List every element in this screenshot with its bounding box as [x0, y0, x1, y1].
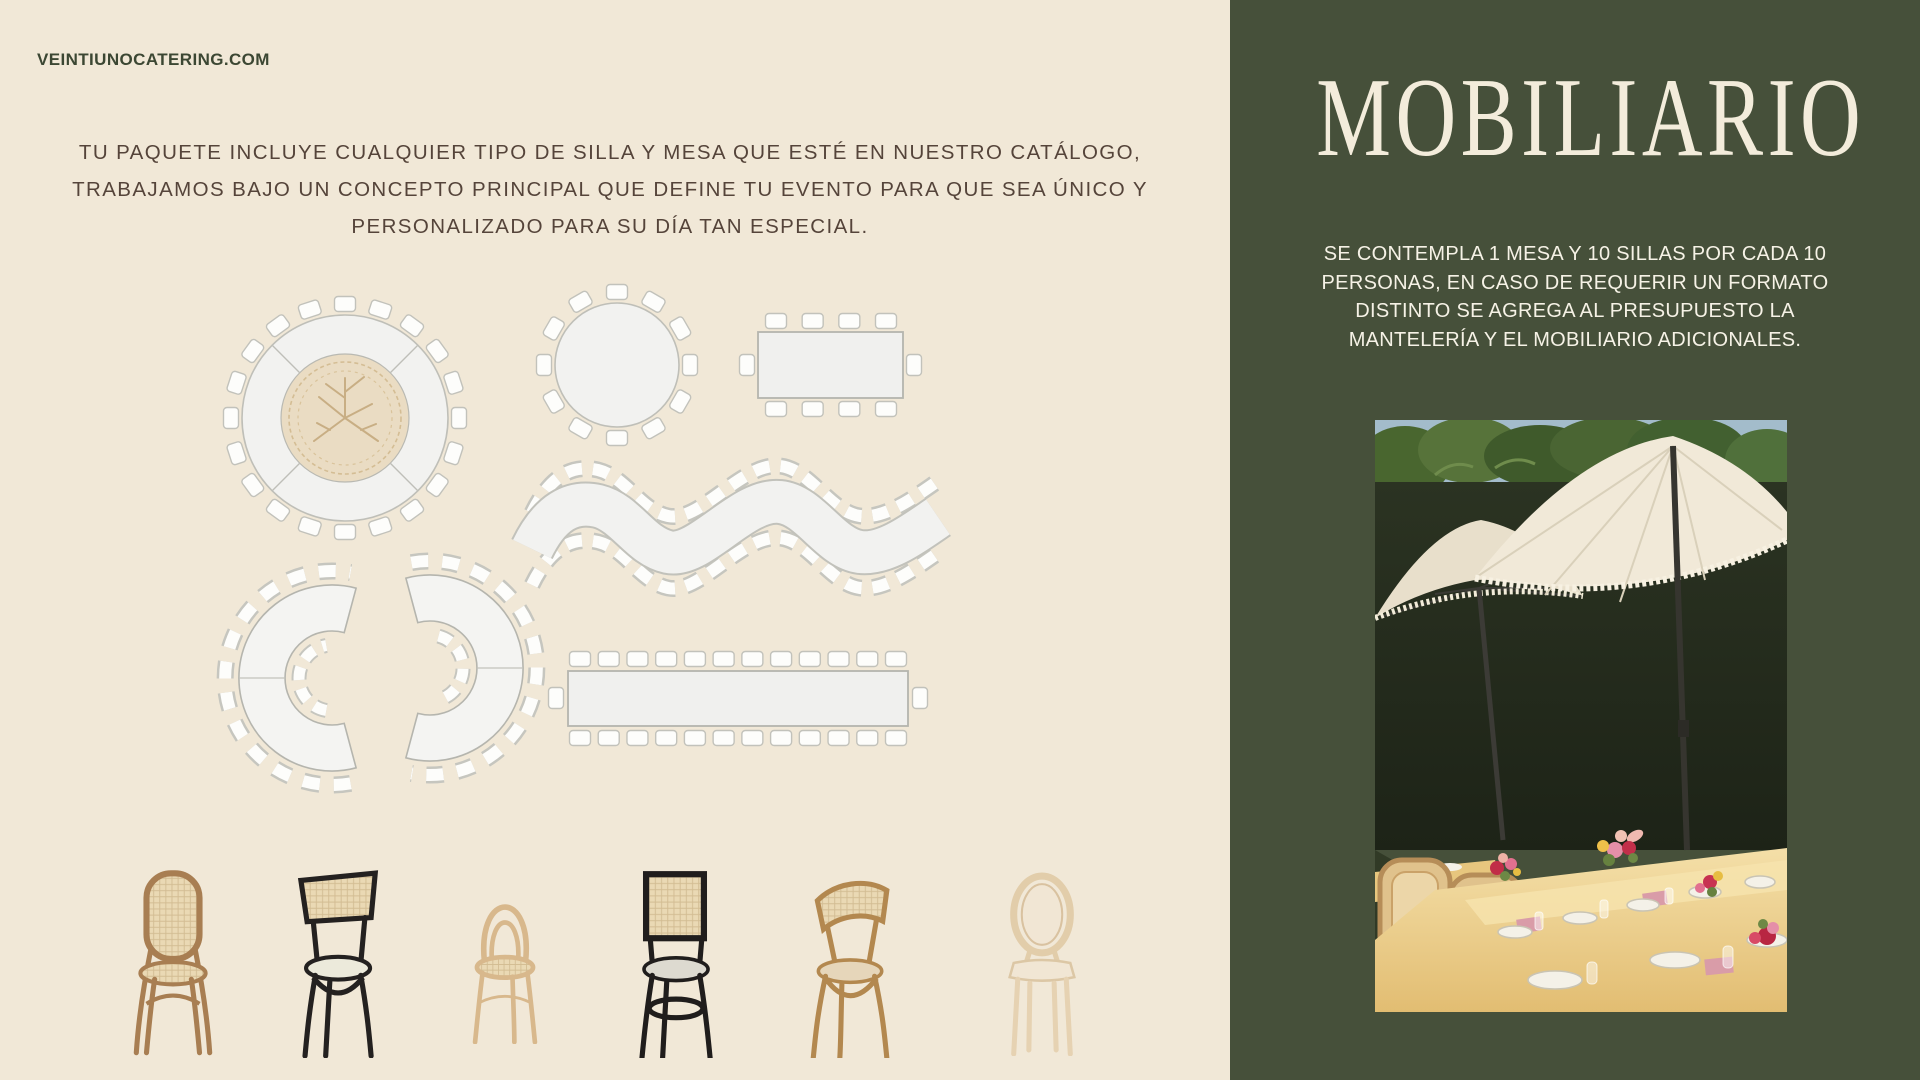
chair-image-natural-cane-bentwood [120, 868, 226, 1058]
intro-line-2: TRABAJAMOS BAJO UN CONCEPTO PRINCIPAL QUE DEFINE TU EVENTO PARA QUE SEA ÚNICO Y [72, 178, 1148, 201]
panel-line-4: MANTELERÍA Y EL MOBILIARIO ADICIONALES. [1348, 328, 1802, 351]
panel-line-1: SE CONTEMPLA 1 MESA Y 10 SILLAS POR CADA 10 [1323, 243, 1827, 265]
intro-line-1: TU PAQUETE INCLUYE CUALQUIER TIPO DE SILLA Y MESA QUE ESTÉ EN NUESTRO CATÁLOGO, [78, 141, 1142, 164]
chair-image-black-cane-back [280, 868, 392, 1058]
panel-line-2: PERSONAS, EN CASO DE REQUERIR UN FORMATO [1321, 271, 1829, 294]
chair-image-louis-oval-back [988, 870, 1096, 1056]
diagram-long-banquet-table [549, 652, 928, 746]
intro-line-3: PERSONALIZADO PARA SU DÍA TAN ESPECIAL. [351, 215, 869, 238]
brand-url: VEINTIUNOCATERING.COM [37, 50, 270, 69]
diagram-round-table-tree [224, 297, 467, 540]
right-panel [1230, 0, 1920, 1080]
chair-image-oak-curved-cane-back [790, 870, 906, 1058]
chair-image-bentwood-hoop-back [455, 872, 555, 1044]
chair-image-black-square-cane-back [620, 868, 730, 1058]
diagram-rect-table [740, 314, 922, 417]
diagram-serpentine-table [532, 466, 938, 589]
panel-line-3: DISTINTO SE AGREGA AL PRESUPUESTO LA [1355, 300, 1795, 322]
panel-paragraph [1255, 240, 1895, 354]
diagram-crescent-tables [225, 561, 537, 785]
event-photo [1375, 420, 1787, 1012]
page-title: MOBILIARIO [1316, 56, 1866, 180]
diagram-round-table [537, 285, 698, 446]
